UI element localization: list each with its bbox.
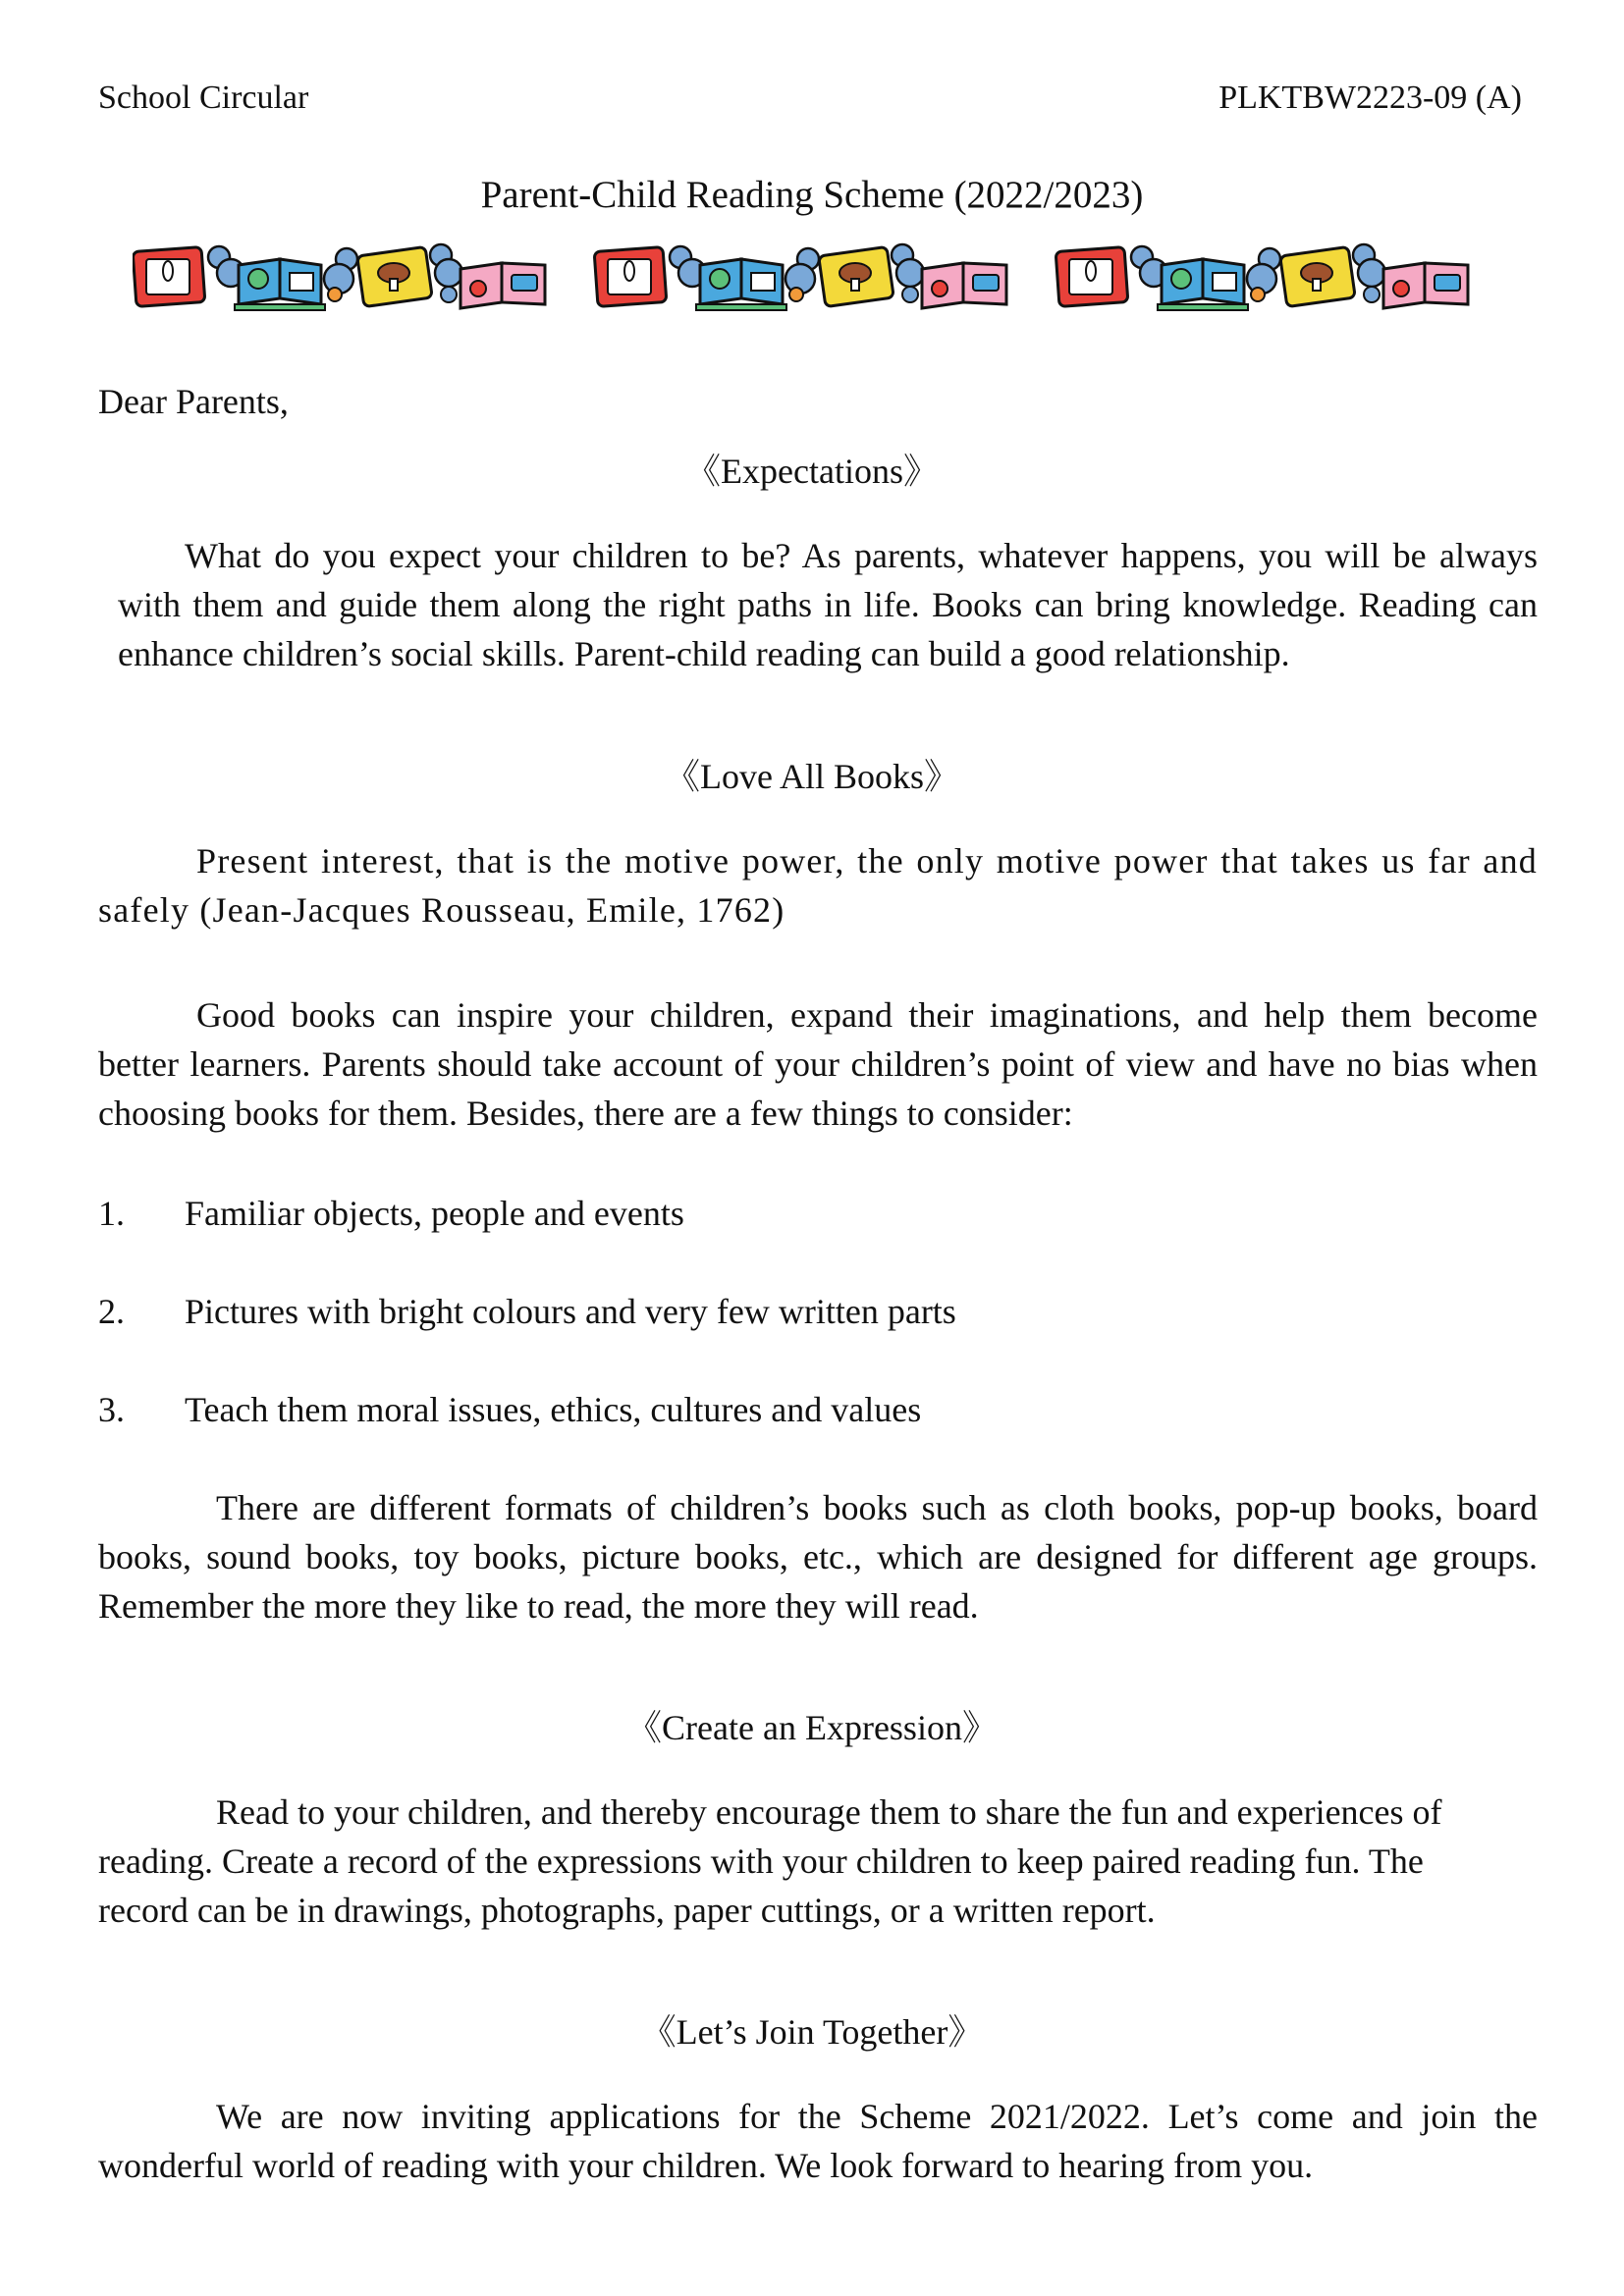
paragraph-join-together: We are now inviting applications for the Scheme 2021/2022. Let’s come and join the wonderful world of reading with your children. We look forward to hearing from you. [98,2097,1538,2185]
list-item [98,1192,1532,1235]
list-item-number: 2. [98,1292,125,1331]
list-item [98,1290,1532,1333]
book-group [594,244,1006,310]
greeting: Dear Parents, [98,382,289,421]
page-title: Parent-Child Reading Scheme (2022/2023) [480,174,1144,216]
list-item-text: Pictures with bright colours and very few written parts [185,1292,956,1331]
book-group [133,244,545,310]
heading-love-all-books: 《Love All Books》 [664,757,959,796]
heading-join-together: 《Let’s Join Together》 [640,2012,984,2052]
header-reference-number: PLKTBW2223-09 (A) [1218,80,1522,116]
mouse-head-icon [896,259,924,287]
header-left-label: School Circular [98,80,309,116]
paragraph-create-expression: Read to your children, and thereby encourage them to share the fun and experiences of reading. Create a record of the expressions with your children to keep paired reading fun. The record can be in drawings, photographs, paper cuttings, or a written report. [98,1792,1442,1930]
list-item-number: 3. [98,1390,125,1429]
quote-rousseau: Present interest, that is the motive power, the only motive power that takes us far and safely (Jean-Jacques Rousseau, Emile, 1762) [98,841,1538,930]
list-item-number: 1. [98,1194,125,1233]
heading-expectations: 《Expectations》 [685,452,939,491]
mouse-head-icon [1358,259,1385,287]
car-icon [1435,275,1460,291]
paragraph-good-books: Good books can inspire your children, expand their imaginations, and help them become better learners. Parents should take account of your children’s point of view and have no bias when choosing books for them. Besides, there are a few things to consider: [98,995,1538,1133]
heading-create-expression: 《Create an Expression》 [626,1708,998,1747]
book-group [1056,244,1468,310]
list-item [98,1388,1532,1431]
paragraph-expectations: What do you expect your children to be? As parents, whatever happens, you will be always with them and guide them along the right paths in life. Books can bring knowledge. Reading can enhance children’s social skills. Parent-child reading can build a good relationship. [118,536,1538,673]
mouse-head-icon [435,259,462,287]
paragraph-book-formats: There are different formats of children’s books such as cloth books, pop-up books, board books, sound books, toy books, picture books, etc., which are designed for different age groups. Remember the more they like to read, the more they will read. [98,1488,1538,1626]
list-item-text: Teach them moral issues, ethics, cultures and values [185,1390,922,1429]
list-item-text: Familiar objects, people and events [185,1194,684,1233]
car-icon [973,275,999,291]
car-icon [512,275,537,291]
book-banner-illustration [133,236,1507,314]
